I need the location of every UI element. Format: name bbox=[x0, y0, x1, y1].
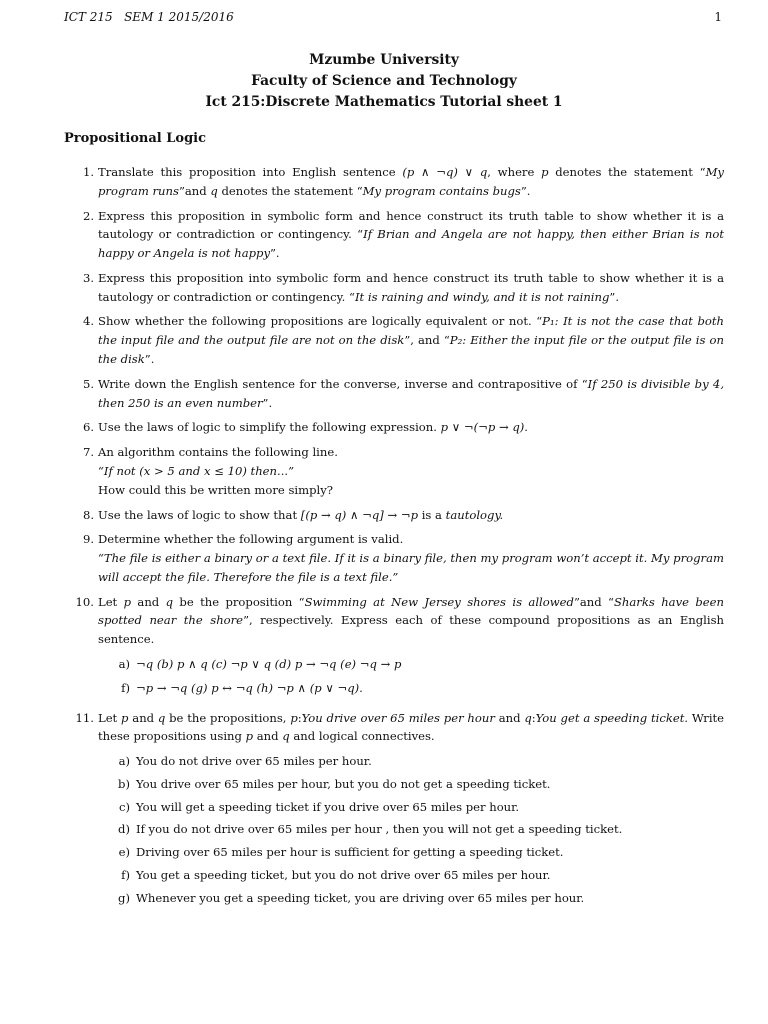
question-text: Determine whether the following argument is valid. “The file is either a binary or a text file. If it is a binary file, then my program won’t accept it. My program will accept the file. Therefore the file is a text file.” bbox=[98, 532, 724, 584]
question-text: Express this proposition in symbolic form and hence construct its truth table to show whether it is a tautology or contradiction or contingency. “If Brian and Angela are not happy, then either Brian is not happy or Angela is not happy”. bbox=[98, 208, 724, 261]
list-item: a) You do not drive over 65 miles per hour. bbox=[118, 754, 372, 769]
question-number: 5. bbox=[82, 376, 94, 391]
question-8 bbox=[64, 506, 724, 525]
question-text: Let p and q be the propositions, p:You drive over 65 miles per hour and q:You get a speeding ticket. Write these propositions using p and q and logical connectives. a) You do not drive over 65 miles per hour. b) You drive over 65 miles per hour, but you do not get a speeding ticket. c) You will get a speeding ticket if you drive over 65 miles per hour. d) If you do not drive over 65 miles per hour , then you will not get a speeding ticket. e) Driving over 65 miles per hour is sufficient for getting a speeding ticket. f) You get a speeding ticket, but you do not drive over 65 miles per hour. g) Whenever you get a speeding ticket, you are driving over 65 miles per hour. bbox=[98, 709, 724, 912]
sheet-title: Ict 215:Discrete Mathematics Tutorial sheet 1 bbox=[205, 94, 563, 110]
compound-propositions bbox=[108, 655, 724, 698]
document-title-block bbox=[0, 50, 768, 113]
question-number: 9. bbox=[82, 532, 94, 547]
question-1 bbox=[64, 163, 724, 201]
list-item: c) You will get a speeding ticket if you drive over 65 miles per hour. bbox=[118, 799, 520, 814]
question-3 bbox=[64, 269, 724, 307]
question-text: Write down the English sentence for the converse, inverse and contrapositive of “If 250 is divisible by 4, then 250 is an even number”. bbox=[98, 376, 724, 410]
list-item: d) If you do not drive over 65 miles per hour , then you will not get a speeding ticket. bbox=[118, 822, 623, 837]
list-item: a) ¬q (b) p ∧ q (c) ¬p ∨ q (d) p → ¬q (e) ¬q → p bbox=[118, 656, 402, 671]
section-heading: Propositional Logic bbox=[64, 131, 207, 146]
proposition-list bbox=[108, 752, 724, 907]
list-item: e) Driving over 65 miles per hour is sufficient for getting a speeding ticket. bbox=[118, 845, 564, 860]
course-header: ICT 215 SEM 1 2015/2016 bbox=[64, 10, 234, 24]
question-number: 1. bbox=[82, 165, 94, 179]
question-11 bbox=[64, 709, 724, 912]
question-number: 10. bbox=[75, 594, 94, 609]
question-2 bbox=[64, 207, 724, 263]
university-title: Mzumbe University bbox=[309, 52, 459, 68]
faculty-title: Faculty of Science and Technology bbox=[251, 73, 517, 89]
question-number: 3. bbox=[82, 270, 94, 285]
question-6 bbox=[64, 418, 724, 437]
question-list bbox=[64, 163, 724, 918]
question-4 bbox=[64, 312, 724, 368]
question-9 bbox=[64, 530, 724, 586]
list-item: g) Whenever you get a speeding ticket, you are driving over 65 miles per hour. bbox=[118, 890, 585, 905]
question-text: Let p and q be the proposition “Swimming at New Jersey shores is allowed”and “Sharks have been spotted near the shore”, respectively. Express each of these compound propositions as an English sentence. a) ¬q (b) p ∧ q (c) ¬p ∨ q (d) p → ¬q (e) ¬q → p f) ¬p → ¬q (g) p ↔ ¬q (h) ¬p ∧ (p ∨ ¬q). bbox=[98, 593, 724, 703]
question-text: Use the laws of logic to show that [(p → q) ∧ ¬q] → ¬p is a tautology. bbox=[98, 507, 504, 522]
question-number: 6. bbox=[82, 420, 94, 435]
question-text: Show whether the following propositions are logically equivalent or not. “P₁: It is not the case that both the input file and the output file are not on the disk”, and “P₂: Either the input file or the output file is on the disk”. bbox=[98, 314, 724, 367]
question-number: 7. bbox=[82, 445, 94, 460]
page-number: 1 bbox=[714, 10, 722, 24]
question-number: 4. bbox=[82, 314, 94, 329]
question-text: An algorithm contains the following line. “If not (x > 5 and x ≤ 10) then...” How could this be written more simply? bbox=[98, 445, 338, 497]
question-10 bbox=[64, 593, 724, 703]
question-number: 11. bbox=[75, 710, 94, 725]
question-5 bbox=[64, 375, 724, 413]
list-item: f) ¬p → ¬q (g) p ↔ ¬q (h) ¬p ∧ (p ∨ ¬q). bbox=[121, 680, 363, 695]
question-7 bbox=[64, 443, 724, 499]
list-item: b) You drive over 65 miles per hour, but you do not get a speeding ticket. bbox=[118, 776, 551, 791]
question-number: 2. bbox=[82, 208, 94, 223]
list-item: f) You get a speeding ticket, but you do not drive over 65 miles per hour. bbox=[121, 868, 551, 882]
question-text: Use the laws of logic to simplify the following expression. p ∨ ¬(¬p → q). bbox=[98, 420, 528, 435]
question-number: 8. bbox=[82, 507, 94, 522]
running-header bbox=[64, 8, 722, 27]
question-text: Express this proposition into symbolic form and hence construct its truth table to show whether it is a tautology or contradiction or contingency. “It is raining and windy, and it is not raining”. bbox=[98, 270, 724, 304]
question-text: Translate this proposition into English sentence (p ∧ ¬q) ∨ q, where p denotes the statement “My program runs”and q denotes the statement “My program contains bugs”. bbox=[98, 165, 724, 198]
